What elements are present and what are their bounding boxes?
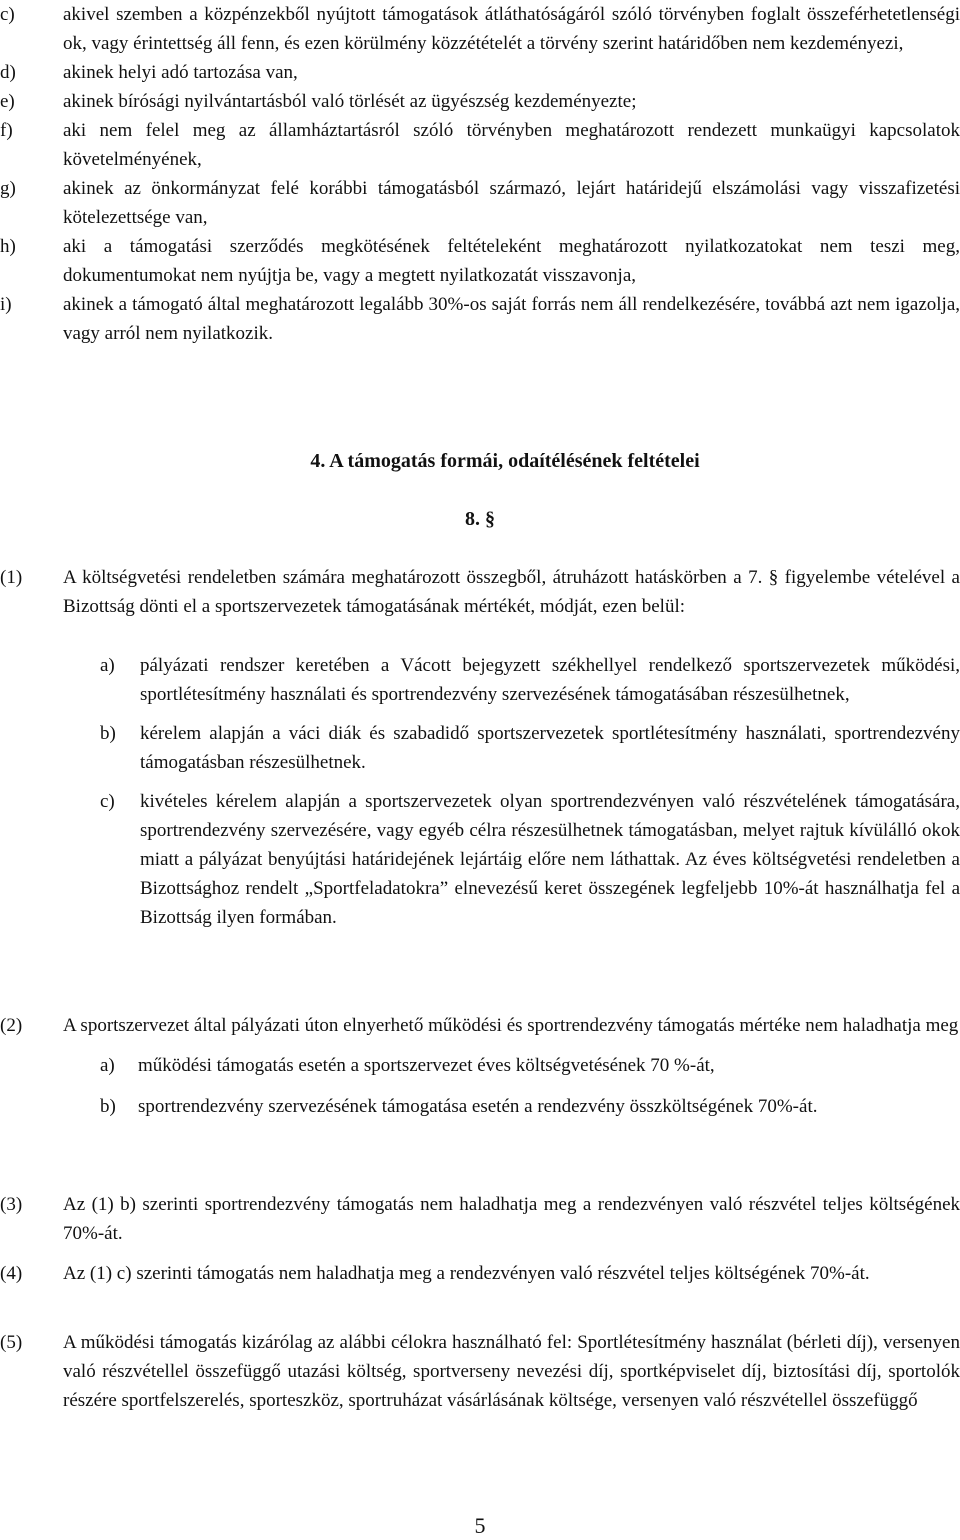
paragraph-text: Az (1) b) szerinti sportrendezvény támogatás nem haladhatja meg a rendezvényen való részvétel teljes költségének 70%-át. bbox=[63, 1194, 960, 1244]
item-label: g) bbox=[0, 178, 16, 199]
item-text: akinek bírósági nyilvántartásból való törlését az ügyészség kezdeményezte; bbox=[63, 91, 637, 112]
item-text: akinek helyi adó tartozása van, bbox=[63, 62, 298, 83]
sub-item bbox=[100, 1092, 960, 1121]
paragraph-label: (5) bbox=[0, 1332, 23, 1353]
item-text: akivel szemben a közpénzekből nyújtott támogatások átláthatóságáról szóló törvényben foglalt összeférhetetlenségi ok, vagy érintettség áll fenn, és ezen körülmény közzétételét a törvény szerint határidőben nem kezdeményezi, bbox=[63, 4, 960, 54]
paragraph-2 bbox=[0, 1011, 960, 1121]
sub-item-text: kivételes kérelem alapján a sportszervezetek olyan sportrendezvényen való részvételének támogatására, sportrendezvény szervezésére, vagy egyéb célra részesülhetnek támogatásban, melyet rajtuk kívülálló okok miatt a pályázat benyújtási határidejének lejártáig előre nem láthattak. Az éves költségvetési rendeletben a Bizottsághoz rendelt „Sportfeladatokra” elnevezésű keret összegének legfeljebb 10%-át használhatja fel a Bizottság ilyen formában. bbox=[140, 791, 960, 928]
paragraph-head bbox=[0, 1259, 960, 1288]
sub-item-text: működési támogatás esetén a sportszervezet éves költségvetésének 70 %-át, bbox=[138, 1055, 715, 1076]
sub-item-text: kérelem alapján a váci diák és szabadidő sportszervezetek sportlétesítmény használati, sportrendezvény támogatásban részesülhetnek. bbox=[140, 723, 960, 773]
sub-item-label: b) bbox=[100, 723, 116, 744]
sub-item bbox=[100, 787, 960, 932]
item-label: h) bbox=[0, 236, 16, 257]
list-item bbox=[0, 116, 960, 174]
paragraph-number: 8. § bbox=[465, 508, 495, 530]
item-label: f) bbox=[0, 120, 13, 141]
sub-item-label: a) bbox=[100, 1055, 115, 1076]
section-title: 4. A támogatás formái, odaítélésének feltételei bbox=[310, 450, 700, 472]
paragraph-text: Az (1) c) szerinti támogatás nem haladhatja meg a rendezvényen való részvétel teljes költségének 70%-át. bbox=[63, 1263, 870, 1284]
item-label: d) bbox=[0, 62, 16, 83]
sub-item-label: c) bbox=[100, 791, 115, 812]
paragraph-head bbox=[0, 1190, 960, 1248]
list-item bbox=[0, 58, 960, 87]
page-number: 5 bbox=[474, 1513, 486, 1538]
paragraph-label: (3) bbox=[0, 1194, 23, 1215]
paragraph-head bbox=[0, 563, 960, 621]
list-item bbox=[0, 87, 960, 116]
exclusion-list bbox=[0, 0, 960, 348]
list-item bbox=[0, 232, 960, 290]
item-text: akinek az önkormányzat felé korábbi támogatásból származó, lejárt határidejű elszámolási vagy visszafizetési kötelezettsége van, bbox=[63, 178, 960, 228]
sub-item-label: a) bbox=[100, 655, 115, 676]
item-text: aki a támogatási szerződés megkötésének feltételeként meghatározott nyilatkozatokat nem teszi meg, dokumentumokat nem nyújtja be, vagy a megtett nyilatkozatát visszavonja, bbox=[63, 236, 960, 286]
list-item bbox=[0, 174, 960, 232]
paragraph-text: A sportszervezet által pályázati úton elnyerhető működési és sportrendezvény támogatás mértéke nem haladhatja meg bbox=[63, 1015, 959, 1036]
paragraph-label: (4) bbox=[0, 1263, 23, 1284]
paragraph-head bbox=[0, 1328, 960, 1415]
sub-item-label: b) bbox=[100, 1096, 116, 1117]
sub-item-text: sportrendezvény szervezésének támogatása esetén a rendezvény összköltségének 70%-át. bbox=[138, 1096, 818, 1117]
sub-item bbox=[100, 1051, 960, 1080]
paragraph-1 bbox=[0, 563, 960, 932]
item-label: i) bbox=[0, 294, 12, 315]
paragraph-5 bbox=[0, 1328, 960, 1415]
sub-item bbox=[100, 651, 960, 709]
paragraph-head bbox=[0, 1011, 960, 1040]
item-label: e) bbox=[0, 91, 15, 112]
paragraph-label: (2) bbox=[0, 1015, 23, 1036]
item-label: c) bbox=[0, 4, 15, 25]
item-text: aki nem felel meg az államháztartásról szóló törvényben meghatározott rendezett munkaügyi kapcsolatok követelményének, bbox=[63, 120, 960, 170]
paragraph-4 bbox=[0, 1259, 960, 1288]
list-item bbox=[0, 0, 960, 58]
paragraph-text: A működési támogatás kizárólag az alábbi célokra használható fel: Sportlétesítmény használat (bérleti díj), versenyen való részvétellel összefüggő utazási költség, sportverseny nevezési díj, sportképviselet díj, biztosítási díj, sportolók részére sportfelszerelés, sporteszköz, sportruházat vásárlásának költsége, versenyen való részvétellel összefüggő bbox=[63, 1332, 960, 1411]
sub-item-text: pályázati rendszer keretében a Vácott bejegyzett székhellyel rendelkező sportszervezetek működési, sportlétesítmény használati és sportrendezvény szervezésének támogatásában részesülhetnek, bbox=[140, 655, 960, 705]
paragraph-3 bbox=[0, 1190, 960, 1248]
list-item bbox=[0, 290, 960, 348]
item-text: akinek a támogató által meghatározott legalább 30%-os saját forrás nem áll rendelkezésére, továbbá azt nem igazolja, vagy arról nem nyilatkozik. bbox=[63, 294, 960, 344]
paragraph-label: (1) bbox=[0, 567, 23, 588]
paragraph-text: A költségvetési rendeletben számára meghatározott összegből, átruházott hatáskörben a 7. § figyelembe vételével a Bizottság dönti el a sportszervezetek támogatásának mértékét, módját, ezen belül: bbox=[63, 567, 960, 617]
sub-item bbox=[100, 719, 960, 777]
